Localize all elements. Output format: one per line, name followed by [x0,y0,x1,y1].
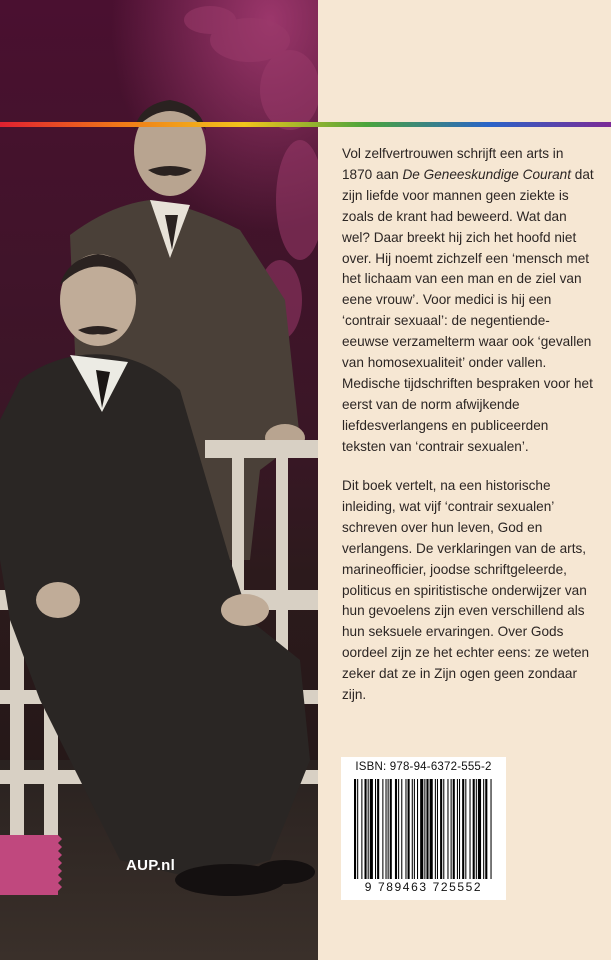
publisher-logo: AUP.nl [126,857,176,874]
barcode-bar [375,779,376,879]
barcode-bar [382,779,383,879]
blurb-p1-intro: Vol zelfvertrouwen schrijft een arts in 1870 aan [342,146,564,182]
barcode-bar [459,779,460,879]
barcode-bar [424,779,425,879]
isbn-barcode-box [341,757,506,900]
barcode-bar [478,779,481,879]
barcode-digits: 9 789463 725552 [364,880,483,894]
barcode-bar [435,779,436,879]
barcode-bar [476,779,477,879]
publisher-pink-tab [0,835,64,895]
rainbow-stripe [0,122,611,127]
barcode-bars [354,779,493,879]
barcode-bar [483,779,484,879]
barcode-bar [401,779,402,879]
blurb-paragraph-2: Dit boek vertelt, na een historische inleiding, wat vijf ‘contrair sexualen’ schreven over hun leven, God en verlangens. De verklaringen van de arts, marineofficier, joodse schriftgeleerde, politicus en spiritistische onderwijzer van hun gevoelens zijn even verschillend als hun seksuele ervaringen. Over Gods oordeel zijn ze het echter eens: ze weten zeker dat ze in Zijn ogen geen zondaar zijn. [342,478,590,703]
blurb-paragraph-1 [342,144,594,458]
barcode-bar [368,779,369,879]
barcode-bar [491,779,492,879]
barcode-bar [453,779,455,879]
barcode-bar [361,779,362,879]
barcode-bar [377,779,379,879]
barcode-bar [473,779,475,879]
barcode-bar [485,779,487,879]
barcode-bar [412,779,413,879]
barcode-bar [470,779,471,879]
barcode-bar [357,779,358,879]
barcode-bar [430,779,433,879]
barcode-bar [365,779,367,879]
blurb-p1-body: dat zijn liefde voor mannen geen ziekte is zoals de krant had beweerd. Wat dan wel? Daar breekt hij zich het hoofd niet over. Hij noemt zichzelf een ‘mensch met het lichaam van een man en de ziel van eene vrouw’. Voor medici is hij een ‘contrair sexuaal’: de negentiende-eeuwse verzamelterm waar ook ‘gevallen van homosexualiteit’ onder vallen. Medische tijdschriften bespraken voor het eerst van de norm afwijkende liefdesverlangens en publiceerden teksten van ‘contrair sexualen’. [342,166,594,454]
barcode-bar [440,779,442,879]
barcode-bar [398,779,399,879]
barcode-bar [426,779,428,879]
barcode-bar [370,779,373,879]
barcode-bar [405,779,406,879]
barcode-bar [465,779,466,879]
barcode-bar [443,779,444,879]
barcode-bar [451,779,452,879]
barcode-bar [395,779,397,879]
barcode-bar [388,779,389,879]
barcode-bar [447,779,448,879]
barcode-bar [437,779,438,879]
barcode-bar [417,779,418,879]
barcode-bar [390,779,392,879]
barcode-bar [457,779,458,879]
barcode-bar [408,779,410,879]
journal-title: De Geneeskundige Courant [402,166,572,182]
barcode-bar [386,779,387,879]
barcode-bar [354,779,356,879]
barcode-bar [420,779,423,879]
barcode-bar [462,779,464,879]
isbn-label: ISBN: 978-94-6372-555-2 [355,761,492,773]
barcode-bar [414,779,415,879]
